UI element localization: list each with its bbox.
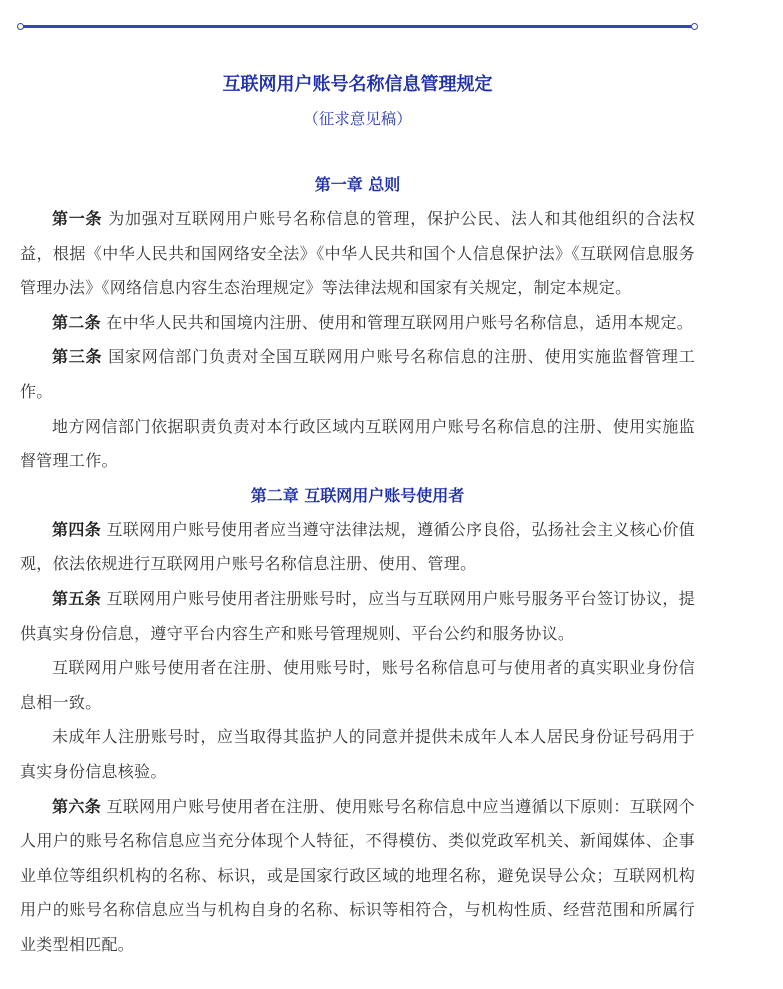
article-text: 互联网用户账号使用者在注册、使用账号时，账号名称信息可与使用者的真实职业身份信息相一致。 [20,658,695,712]
document-subtitle: （征求意见稿） [303,110,412,128]
article-paragraph [20,720,695,789]
article-text: 为加强对互联网用户账号名称信息的管理，保护公民、法人和其他组织的合法权益，根据《中华人民共和国网络安全法》《中华人民共和国个人信息保护法》《互联网信息服务管理办法》《网络信息内容生态治理规定》等法律法规和国家有关规定，制定本规定。 [20,209,695,298]
article-text: 互联网用户账号使用者注册账号时，应当与互联网用户账号服务平台签订协议，提供真实身份信息，遵守平台内容生产和账号管理规则、平台公约和服务协议。 [20,588,695,643]
document-sections [20,168,695,962]
article-label: 第二条 [52,312,101,332]
divider-end-dot [17,23,24,30]
divider-end-dot [691,23,698,30]
article-label: 第四条 [52,519,102,539]
article-label: 第六条 [52,796,102,816]
article-paragraph [20,790,695,963]
article-text: 地方网信部门依据职责负责对本行政区域内互联网用户账号名称信息的注册、使用实施监督管理工作。 [20,416,695,471]
document-body [20,70,695,962]
article-paragraph [20,582,695,651]
article-paragraph [20,651,695,720]
article-text: 互联网用户账号使用者在注册、使用账号名称信息中应当遵循以下原则：互联网个人用户的账号名称信息应当充分体现个人特征，不得模仿、类似党政军机关、新闻媒体、企事业单位等组织机构的名称、标识，或是国家行政区域的地理名称，避免误导公众；互联网机构用户的账号名称信息应当与机构自身的名称、标识等相符合，与机构性质、经营范围和所属行业类型相匹配。 [20,796,695,954]
article-paragraph [20,410,695,479]
article-paragraph [20,306,695,341]
article-paragraph [20,340,695,409]
article-paragraph [20,513,695,582]
document-title: 互联网用户账号名称信息管理规定 [222,74,493,95]
article-text: 国家网信部门负责对全国互联网用户账号名称信息的注册、使用实施监督管理工作。 [20,347,695,401]
article-label: 第五条 [52,588,102,608]
article-text: 互联网用户账号使用者应当遵守法律法规，遵循公序良俗，弘扬社会主义核心价值观，依法依规进行互联网用户账号名称信息注册、使用、管理。 [20,519,695,574]
chapter-heading: 第二章 互联网用户账号使用者 [250,485,465,505]
article-text: 未成年人注册账号时，应当取得其监护人的同意并提供未成年人本人居民身份证号码用于真实身份信息核验。 [20,727,695,781]
article-text: 在中华人民共和国境内注册、使用和管理互联网用户账号名称信息，适用本规定。 [106,312,694,332]
article-label: 第三条 [52,347,103,367]
chapter-heading: 第一章 总则 [314,175,401,194]
article-paragraph [20,202,695,306]
header-divider [20,25,695,28]
article-label: 第一条 [52,209,103,228]
